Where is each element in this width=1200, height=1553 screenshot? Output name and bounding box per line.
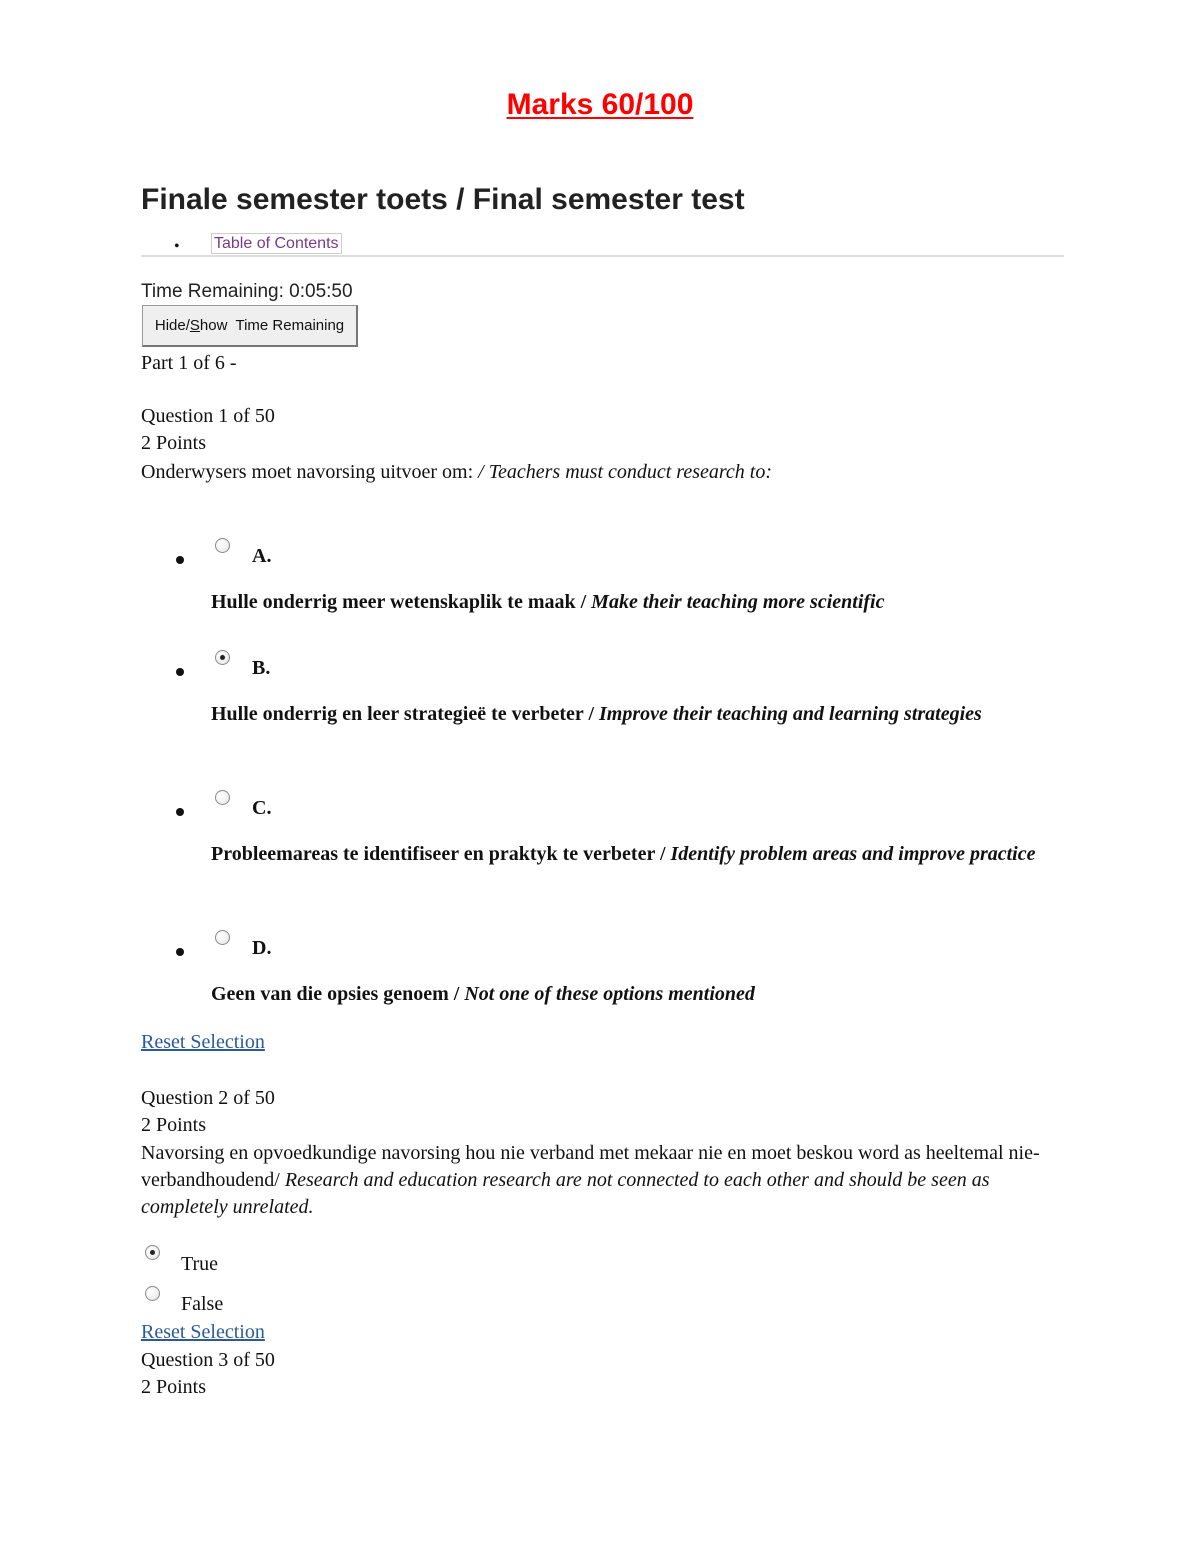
false-label: False (181, 1293, 224, 1315)
question-2-number: Question 2 of 50 (141, 1087, 275, 1109)
question-3-points: 2 Points (141, 1376, 207, 1398)
option-d-bullet (176, 948, 184, 956)
reset-selection-q1-link[interactable]: Reset Selection (141, 1031, 265, 1053)
false-radio[interactable] (145, 1286, 160, 1301)
table-of-contents-link[interactable]: Table of Contents (211, 233, 342, 254)
option-c-letter: C. (252, 797, 272, 819)
option-a-bullet (176, 556, 184, 564)
true-label: True (181, 1253, 219, 1275)
option-a-radio[interactable] (215, 538, 230, 553)
option-d-letter: D. (252, 937, 272, 959)
question-1-header (141, 403, 275, 457)
option-b-bullet (176, 668, 184, 676)
toc-bullet: • (174, 238, 180, 255)
option-c-bullet (176, 808, 184, 816)
time-remaining: Time Remaining: 0:05:50 (141, 281, 353, 302)
page-title: Finale semester toets / Final semester test (141, 183, 745, 216)
question-1-text: Onderwysers moet navorsing uitvoer om: / Teachers must conduct research to: (141, 461, 773, 483)
question-3-header (141, 1347, 275, 1401)
question-2-points: 2 Points (141, 1114, 207, 1136)
question-3-number: Question 3 of 50 (141, 1349, 275, 1371)
option-b-letter: B. (252, 657, 271, 679)
part-indicator: Part 1 of 6 - (141, 352, 237, 374)
option-b-text: Hulle onderrig en leer strategieë te verbeter / Improve their teaching and learning strategies (211, 703, 982, 725)
question-2-text: Navorsing en opvoedkundige navorsing hou nie verband met mekaar nie en moet beskou word as heeltemal nie-verbandhoudend/ Research and education research are not connected to each other and should be seen as completely unrelated. (141, 1142, 1040, 1218)
hide-show-time-button[interactable]: Hide/ S how Time Remaining (142, 305, 358, 347)
option-a-text: Hulle onderrig meer wetenskaplik te maak / Make their teaching more scientific (211, 591, 885, 613)
option-c-radio[interactable] (215, 790, 230, 805)
reset-selection-q2-link[interactable]: Reset Selection (141, 1321, 265, 1343)
marks-heading: Marks 60/100 (506, 88, 694, 121)
option-a-letter: A. (252, 545, 272, 567)
option-c-text: Probleemareas te identifiseer en praktyk te verbeter / Identify problem areas and improve practice (211, 843, 1036, 865)
divider (141, 255, 1064, 257)
question-1-points: 2 Points (141, 432, 207, 454)
option-b-radio-selected[interactable] (215, 650, 230, 665)
question-1-number: Question 1 of 50 (141, 405, 275, 427)
option-d-radio[interactable] (215, 930, 230, 945)
option-d-text: Geen van die opsies genoem / Not one of these options mentioned (211, 983, 755, 1005)
question-2-header (141, 1085, 275, 1139)
true-radio-selected[interactable] (145, 1245, 160, 1260)
